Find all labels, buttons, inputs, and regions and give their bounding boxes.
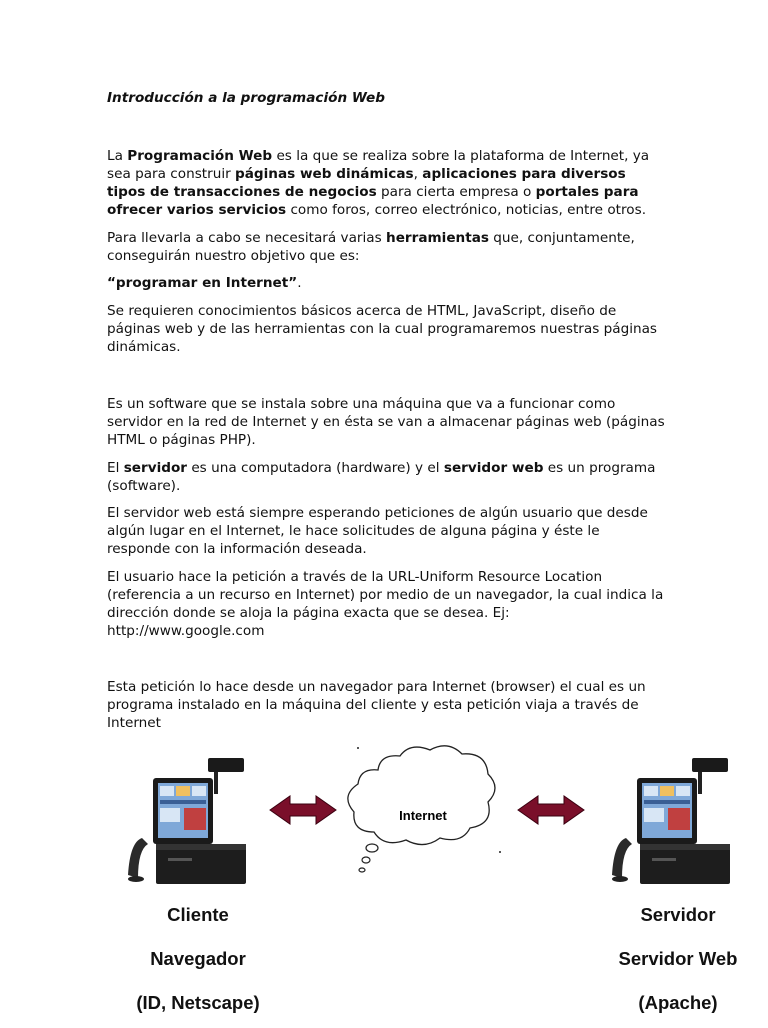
- bold-run: Programación Web: [127, 148, 273, 164]
- bold-run: páginas web dinámicas: [235, 166, 414, 182]
- document-title: Introducción a la programación Web: [107, 90, 385, 106]
- paragraph-tools: [107, 229, 667, 265]
- server-examples-caption: [568, 992, 768, 1014]
- text-run: La: [107, 148, 128, 164]
- paragraph-url: El usuario hace la petición a través de la URL-Uniform Resource Location (referencia a un recurso en Internet) por medio de un navegador, la cual indica la dirección donde se aloja la página exacta que se desea. Ej: http://www.google.com: [107, 569, 664, 639]
- cloud-label: Internet: [399, 808, 447, 823]
- client-browser-label: Navegador: [150, 948, 246, 969]
- bidirectional-arrow-right: [518, 796, 584, 824]
- text-run: El: [107, 460, 124, 476]
- bold-run: portales para ofrecer varios servicios: [107, 184, 639, 218]
- server-examples-label: (Apache): [638, 992, 718, 1013]
- server-label: Servidor: [640, 904, 716, 925]
- client-examples-label: (ID, Netscape): [136, 992, 260, 1013]
- text-run: .: [297, 275, 302, 291]
- server-web-label: Servidor Web: [618, 948, 738, 969]
- server-computer-icon: [612, 758, 730, 884]
- client-label: Cliente: [167, 904, 229, 925]
- paragraph-browser: Esta petición lo hace desde un navegador para Internet (browser) el cual es un programa instalado en la máquina del cliente y esta petición viaja a través de Internet: [107, 679, 646, 731]
- text-run: es un programa (software).: [107, 460, 656, 494]
- text-run: como foros, correo electrónico, noticias, entre otros.: [286, 202, 647, 218]
- bold-run: “programar en Internet”: [107, 275, 298, 291]
- diagram-graphic: [0, 740, 768, 1024]
- bold-run: aplicaciones para diversos tipos de transacciones de negocios: [107, 166, 626, 200]
- paragraph-waiting: El servidor web está siempre esperando peticiones de algún usuario que desde algún lugar en el Internet, le hace solicitudes de alguna página y éste le responde con la información deseada.: [107, 505, 648, 557]
- client-server-diagram: [0, 740, 768, 1024]
- text-run: es la que se realiza sobre la plataforma de Internet, ya sea para construir: [107, 148, 650, 182]
- bold-run: herramientas: [386, 230, 489, 246]
- client-caption: [88, 904, 308, 926]
- text-run: ,: [413, 166, 423, 182]
- text-run: Para llevarla a cabo se necesitará varias: [107, 230, 387, 246]
- text-run: que, conjuntamente, conseguirán nuestro objetivo que es:: [107, 230, 635, 264]
- server-caption: [568, 904, 768, 926]
- internet-cloud-icon: [348, 746, 501, 872]
- paragraph-goal: [107, 274, 667, 292]
- client-browser-caption: [88, 948, 308, 970]
- paragraph-software: Es un software que se instala sobre una máquina que va a funcionar como servidor en la red de Internet y en ésta se van a almacenar páginas web (páginas HTML o páginas PHP).: [107, 396, 665, 448]
- client-examples-caption: [88, 992, 308, 1014]
- text-run: para cierta empresa o: [376, 184, 536, 200]
- bold-run: servidor web: [443, 460, 544, 476]
- bold-run: servidor: [123, 460, 187, 476]
- bidirectional-arrow-left: [270, 796, 336, 824]
- text-run: es una computadora (hardware) y el: [187, 460, 444, 476]
- paragraph-server: [107, 459, 667, 495]
- client-computer-icon: [128, 758, 246, 884]
- paragraph-intro: [107, 147, 667, 219]
- paragraph-requirements: Se requieren conocimientos básicos acerca de HTML, JavaScript, diseño de páginas web y de las herramientas con la cual programaremos nuestras páginas dinámicas.: [107, 303, 658, 355]
- server-web-caption: [568, 948, 768, 970]
